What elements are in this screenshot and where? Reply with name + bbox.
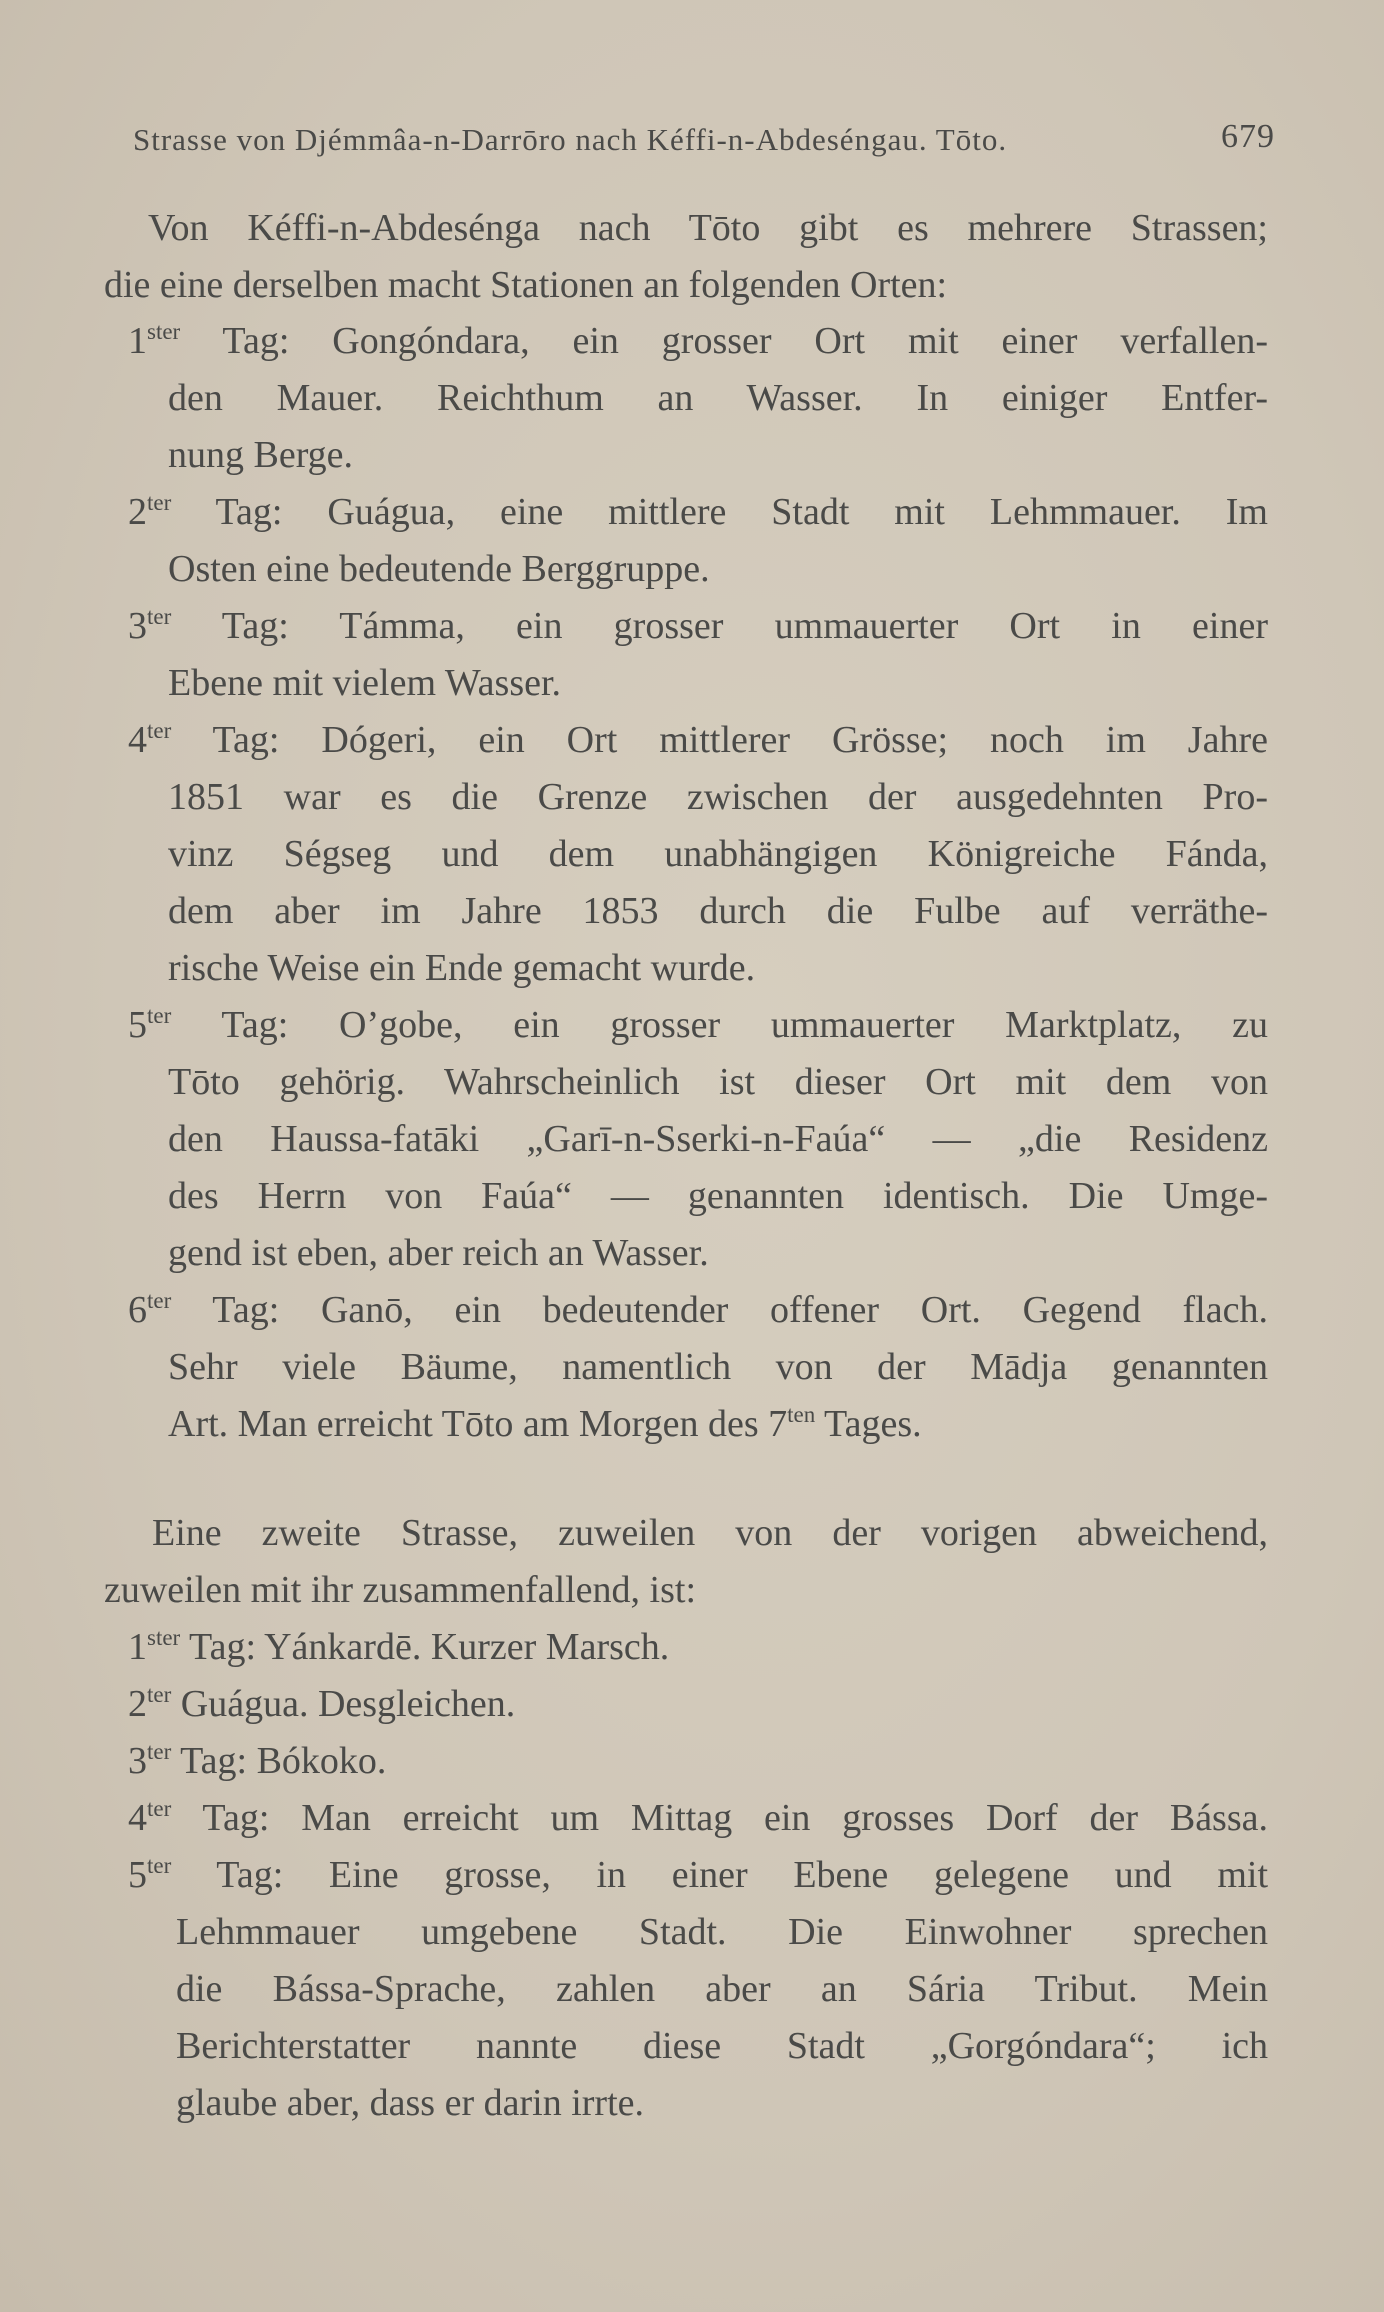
day-entry-line: Art. Man erreicht Tōto am Morgen des $7^{ten}$ Tages. (168, 1402, 922, 1445)
day-entry-line: rische Weise ein Ende gemacht wurde. (168, 947, 756, 989)
day-entry-line: $6^{ter}$ Tag: Ganō, ein bedeutender offener Ort. Gegend flach. (128, 1288, 1268, 1331)
day-entry-line: die Bássa-Sprache, zahlen aber an Sária Tribut. Mein (176, 1968, 1268, 2010)
day-entry-line: den Haussa-fatāki „Garī-n-Sserki-n-Faúa“ — „die Residenz (168, 1118, 1268, 1160)
day-entry-line: gend ist eben, aber reich an Wasser. (168, 1232, 709, 1274)
day-entry-line: Tōto gehörig. Wahrscheinlich ist dieser Ort mit dem von (168, 1061, 1268, 1103)
day-entry-line: des Herrn von Faúa“ — genannten identisch. Die Umge- (168, 1175, 1268, 1217)
day-entry-line: Berichterstatter nannte diese Stadt „Gorgóndara“; ich (176, 2025, 1268, 2067)
day-entry-line: nung Berge. (168, 434, 354, 476)
day-entry-line: $1^{ster}$ Tag: Yánkardē. Kurzer Marsch. (128, 1625, 670, 1668)
day-entry-line: $1^{ster}$ Tag: Gongóndara, ein grosser Ort mit einer verfallen- (128, 319, 1268, 362)
day-entry-line: glaube aber, dass er darin irrte. (176, 2082, 644, 2124)
page-number: 679 (1221, 118, 1275, 155)
day-entry-line: dem aber im Jahre 1853 durch die Fulbe auf verräthe- (168, 890, 1268, 932)
day-entry-line: $3^{ter}$ Tag: Bókoko. (128, 1739, 387, 1782)
day-entry-line: Ebene mit vielem Wasser. (168, 662, 562, 704)
day-entry-line: $5^{ter}$ Tag: Eine grosse, in einer Ebene gelegene und mit (128, 1853, 1268, 1896)
day-entry-line: $4^{ter}$ Tag: Dógeri, ein Ort mittlerer Grösse; noch im Jahre (128, 718, 1268, 761)
day-entry-line: vinz Ségseg und dem unabhängigen Königreiche Fánda, (168, 833, 1268, 875)
paragraph-line: Von Kéffi-n-Abdesénga nach Tōto gibt es mehrere Strassen; (148, 207, 1268, 249)
day-entry-line: Lehmmauer umgebene Stadt. Die Einwohner sprechen (176, 1911, 1268, 1953)
day-entry-line: $3^{ter}$ Tag: Támma, ein grosser ummauerter Ort in einer (128, 604, 1268, 647)
day-entry-line: Osten eine bedeutende Berggruppe. (168, 548, 710, 590)
paragraph-line: Eine zweite Strasse, zuweilen von der vorigen abweichend, (152, 1512, 1268, 1554)
day-entry-line: 1851 war es die Grenze zwischen der ausgedehnten Pro- (168, 776, 1268, 818)
day-entry-line: den Mauer. Reichthum an Wasser. In einiger Entfer- (168, 377, 1268, 419)
day-entry-line: $5^{ter}$ Tag: O’gobe, ein grosser ummauerter Marktplatz, zu (128, 1003, 1268, 1046)
day-entry-line: $2^{ter}$ Guágua. Desgleichen. (128, 1682, 516, 1725)
day-entry-line: $2^{ter}$ Tag: Guágua, eine mittlere Stadt mit Lehmmauer. Im (128, 490, 1268, 533)
day-entry-line: Sehr viele Bäume, namentlich von der Mādja genannten (168, 1346, 1268, 1388)
paragraph-line: zuweilen mit ihr zusammenfallend, ist: (104, 1569, 697, 1611)
day-entry-line: $4^{ter}$ Tag: Man erreicht um Mittag ein grosses Dorf der Bássa. (128, 1796, 1268, 1839)
paragraph-line: die eine derselben macht Stationen an folgenden Orten: (104, 264, 948, 306)
header-title: Strasse von Djémmâa-n-Darrōro nach Kéffi-n-Abdeséngau. Tōto. (133, 122, 1008, 157)
